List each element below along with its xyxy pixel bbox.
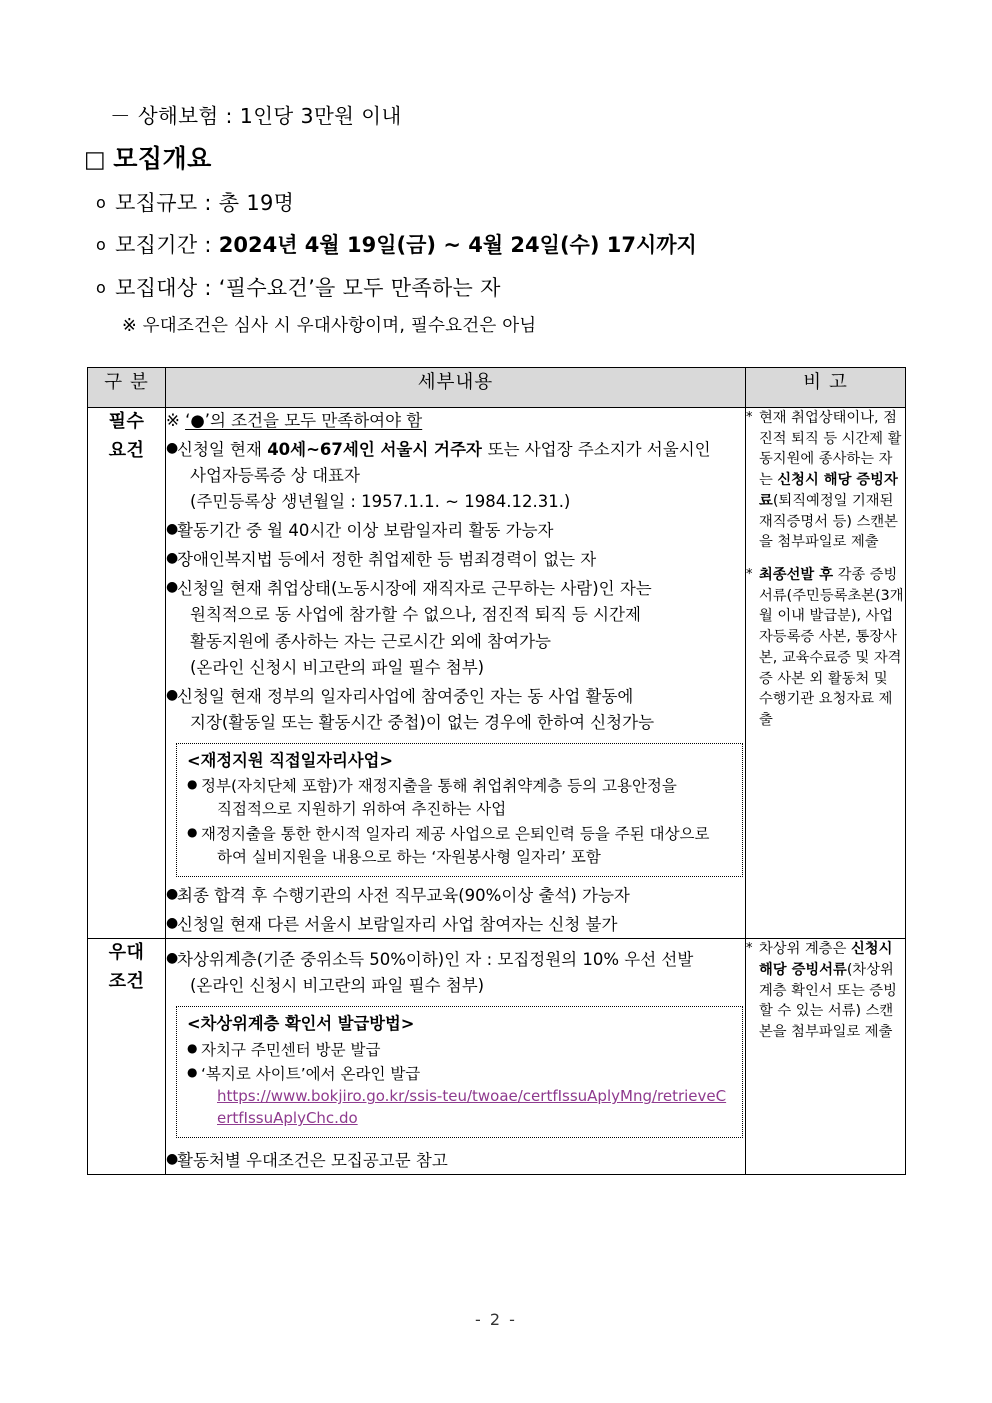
row-bigo-preferential	[746, 939, 906, 1175]
list-item-label: 모집대상 :	[115, 275, 219, 300]
detail-line: 차상위계층(기준 중위소득 50%이하)인 자 : 모집정원의 10% 우선 선발	[177, 950, 694, 970]
detail-bullet	[166, 576, 745, 680]
bullet-dot-icon: ●	[187, 1065, 198, 1080]
detail-bullet	[166, 883, 745, 909]
bullet-dot-icon: ●	[166, 550, 179, 567]
row-bigo-essential	[746, 408, 906, 939]
detail-bullet	[166, 684, 745, 736]
asterisk-icon: *	[746, 567, 753, 583]
detail-line: 활동지원에 종사하는 자는 근로시간 외에 참여가능	[190, 631, 551, 651]
detail-line: (온라인 신청시 비고란의 파일 필수 첨부)	[190, 657, 485, 677]
detail-line: 활동처별 우대조건은 모집공고문 참고	[177, 1150, 448, 1170]
row-label-line1: 필수	[108, 411, 145, 432]
detail-bullet	[166, 912, 745, 938]
detail-bullet	[166, 947, 745, 999]
bullet-dot-icon: ●	[166, 915, 179, 932]
row-label-line2: 요건	[108, 439, 145, 461]
detail-line: 활동기간 중 월 40시간 이상 보람일자리 활동 가능자	[177, 521, 554, 541]
detail-line: 신청일 현재 정부의 일자리사업에 참여중인 자는 동 사업 활동에	[177, 686, 634, 706]
bullet-dot-icon: ●	[166, 950, 179, 967]
page-number: - 2 -	[475, 1310, 517, 1329]
row-detail-preferential	[166, 939, 746, 1175]
asterisk-icon: *	[746, 941, 753, 957]
dotted-box-item	[187, 1039, 734, 1062]
row-label-preferential	[88, 939, 166, 1175]
table-header-row	[88, 368, 906, 408]
detail-note-underlined: ‘●’의 조건을 모두 만족하여야 함	[185, 411, 423, 430]
bokjiro-link[interactable]: https://www.bokjiro.go.kr/ssis-teu/twoae/certfIssuAplyMng/retrieveCertfIssuAplyChc.do	[217, 1087, 727, 1128]
detail-bullet	[166, 518, 745, 544]
bigo-text	[759, 939, 905, 1043]
dotted-box-line: 하여 실비지원을 내용으로 하는 ‘자원봉사형 일자리’ 포함	[217, 847, 601, 866]
detail-text: 또는 사업장 주소지가 서울시인	[487, 440, 711, 460]
section-heading-text: 모집개요	[113, 143, 212, 173]
bullet-dot-icon: ●	[166, 521, 179, 538]
list-item-recruit-size	[96, 190, 992, 216]
bigo-text-part: 차상위 계층은	[759, 941, 851, 958]
circle-marker-icon: o	[96, 235, 107, 255]
detail-bullet	[166, 437, 745, 515]
list-item-label: 모집기간 :	[115, 233, 219, 258]
detail-line-underlined: (주민등록상 생년월일 : 1957.1.1. ~ 1984.12.31.)	[190, 492, 571, 512]
bigo-note	[746, 565, 905, 731]
bigo-note	[746, 408, 905, 553]
bigo-text-part: (퇴직예정일 기재된 재직증명서 등) 스캔본을 첨부파일로 제출	[759, 492, 898, 551]
bullet-dot-icon: ●	[166, 886, 179, 903]
dotted-box-title: <재정지원 직접일자리사업>	[187, 750, 393, 770]
dotted-box-title: <차상위계층 확인서 발급방법>	[187, 1014, 415, 1034]
requirements-table	[87, 367, 906, 1175]
bigo-text-bold: 신청시 해당 증빙서류	[759, 941, 893, 979]
detail-line: 지장(활동일 또는 활동시간 중첩)이 없는 경우에 한하여 신청가능	[190, 712, 655, 732]
section-heading	[84, 144, 992, 175]
bigo-text-part: 현재 취업상태이나, 점진적 퇴직 등 시간제 활동지원에 종사하는 자는	[759, 410, 902, 489]
square-marker-icon: □	[84, 146, 107, 173]
list-item-value: 2024년 4월 19일(금) ~ 4월 24일(수) 17시까지	[218, 233, 697, 258]
intro-footnote: ※ 우대조건은 심사 시 우대사항이며, 필수요건은 아님	[122, 315, 537, 336]
detail-line: 최종 합격 후 수행기관의 사전 직무교육(90%이상 출석) 가능자	[177, 886, 630, 906]
dotted-box-line: 직접적으로 지원하기 위하여 추진하는 사업	[217, 800, 507, 819]
dotted-info-box	[176, 743, 743, 877]
insurance-line: － 상해보험 : 1인당 3만원 이내	[110, 104, 402, 128]
bigo-text	[759, 565, 905, 731]
detail-line: 신청일 현재 다른 서울시 보람일자리 사업 참여자는 신청 불가	[177, 915, 618, 935]
bigo-text-bold: 최종선발 후	[759, 567, 834, 584]
row-detail-essential	[166, 408, 746, 939]
list-item-value: 총 19명	[218, 191, 295, 216]
detail-line: (온라인 신청시 비고란의 파일 필수 첨부)	[190, 976, 485, 996]
bullet-dot-icon: ●	[166, 1150, 179, 1167]
dotted-box-line: 자치구 주민센터 방문 발급	[201, 1040, 381, 1059]
detail-line: 사업자등록증 상 대표자	[190, 466, 360, 486]
detail-line: 원칙적으로 동 사업에 참가할 수 없으나, 점진적 퇴직 등 시간제	[190, 605, 641, 625]
dotted-box-item	[187, 1063, 734, 1130]
circle-marker-icon: o	[96, 277, 107, 297]
bigo-text	[759, 408, 905, 553]
row-label-line1: 우대	[108, 942, 145, 964]
detail-bullet	[166, 1148, 745, 1174]
detail-text-bold: 40세~67세인 서울시 거주자	[267, 440, 488, 460]
bullet-dot-icon: ●	[166, 440, 179, 457]
intro-block	[0, 104, 992, 338]
dotted-box-item	[187, 823, 734, 870]
detail-text: 신청일 현재	[177, 440, 268, 460]
circle-marker-icon: o	[96, 193, 107, 213]
bigo-text-part: (차상위계층 확인서 또는 증빙할 수 있는 서류) 스캔본을 첨부파일로 제출	[759, 962, 897, 1041]
list-item-recruit-target	[96, 275, 992, 301]
bullet-dot-icon: ●	[187, 1040, 198, 1055]
dotted-box-line: ‘복지로 사이트’에서 온라인 발급	[201, 1065, 421, 1084]
dotted-box-line: 재정지출을 통한 한시적 일자리 제공 사업으로 은퇴인력 등을 주된 대상으로	[201, 824, 710, 843]
bullet-dot-icon: ●	[187, 824, 198, 839]
detail-line	[177, 437, 745, 463]
row-label-line2: 조건	[108, 971, 145, 993]
detail-line: 장애인복지법 등에서 정한 취업제한 등 범죄경력이 없는 자	[177, 550, 597, 570]
detail-note-prefix: ※	[166, 411, 186, 430]
row-label-essential	[88, 408, 166, 939]
dotted-info-box	[176, 1006, 743, 1137]
column-header-bigo: 비 고	[746, 368, 906, 408]
column-header-detail: 세부내용	[166, 368, 746, 408]
bigo-note	[746, 939, 905, 1043]
bullet-dot-icon: ●	[166, 579, 179, 596]
bigo-text-part: 각종 증빙서류(주민등록초본(3개월 이내 발급분), 사업자등록증 사본, 통장사본, 교육수료증 및 자격증 사본 외 활동처 및 수행기관 요청자료 제출	[759, 567, 904, 729]
bigo-text-bold: 신청시 해당 증빙자료	[759, 472, 898, 509]
dotted-box-line: 정부(자치단체 포함)가 재정지출을 통해 취업취약계층 등의 고용안정을	[201, 777, 677, 796]
list-item-value: ‘필수요건’을 모두 만족하는 자	[218, 275, 501, 300]
detail-bullet	[166, 547, 745, 573]
dotted-box-item	[187, 775, 734, 822]
table-row	[88, 939, 906, 1175]
detail-line: 신청일 현재 취업상태(노동시장에 재직자로 근무하는 사람)인 자는	[177, 579, 652, 599]
list-item-label: 모집규모 :	[115, 191, 219, 216]
list-item-recruit-period	[96, 232, 992, 258]
asterisk-icon: *	[746, 410, 753, 425]
detail-note	[166, 408, 745, 434]
bullet-dot-icon: ●	[166, 686, 179, 703]
bullet-dot-icon: ●	[187, 777, 198, 792]
table-row	[88, 408, 906, 939]
column-header-gubun: 구 분	[88, 368, 166, 408]
